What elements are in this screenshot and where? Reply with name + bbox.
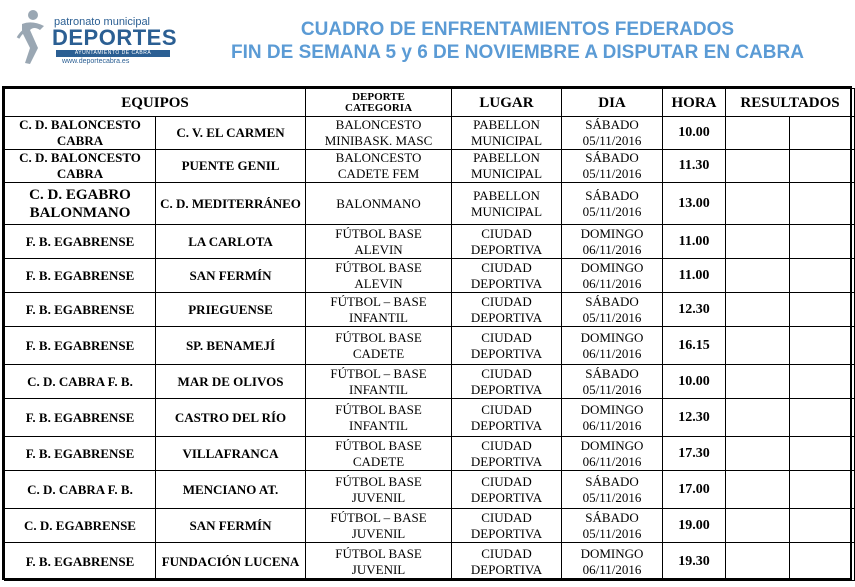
date: 06/11/2016 [582,453,642,469]
venue-line1: PABELLON [473,117,540,132]
category: CADETE [352,453,405,469]
home-team: C. D. BALONCESTO CABRA [5,150,156,183]
date: 05/11/2016 [582,489,642,505]
weekday: SÁBADO [585,117,639,132]
home-team: C. D. CABRA F. B. [5,471,156,509]
sport: FÚTBOL – BASE [330,365,427,381]
venue [452,293,562,327]
venue-line2: DEPORTIVA [470,275,543,291]
away-team: VILLAFRANCA [156,437,306,471]
fixtures-table-frame [2,86,852,580]
venue-line2: DEPORTIVA [470,345,543,361]
date: 06/11/2016 [582,241,642,257]
date: 05/11/2016 [582,525,642,541]
away-team: MENCIANO AT. [156,471,306,509]
table-row [5,117,855,150]
away-team: PRIEGUENSE [156,293,306,327]
venue-line1: CIUDAD [481,259,532,275]
result-home [726,365,790,399]
result-away [790,509,855,543]
match-day [562,259,663,293]
category: CADETE [352,345,405,361]
header-resultados: RESULTADOS [726,89,855,117]
venue [452,150,562,183]
kickoff-time: 11.30 [663,150,726,183]
fixtures-table [4,88,855,581]
category: INFANTIL [349,309,408,325]
table-row [5,293,855,327]
logo-band: AYUNTAMIENTO DE CABRA [56,50,170,57]
category: JUVENIL [351,525,406,541]
sport: FÚTBOL BASE [335,225,422,241]
venue-line2: DEPORTIVA [470,309,543,325]
table-row [5,437,855,471]
table-row [5,509,855,543]
home-team: C. D. CABRA F. B. [5,365,156,399]
venue-line1: CIUDAD [481,401,532,417]
venue-line2: MUNICIPAL [471,133,543,148]
away-team: LA CARLOTA [156,225,306,259]
result-home [726,225,790,259]
athlete-figure-icon [16,8,48,66]
header-deporte [306,89,452,117]
away-team: C. V. EL CARMEN [156,117,306,150]
home-team: F. B. EGABRENSE [5,225,156,259]
result-away [790,365,855,399]
venue [452,225,562,259]
home-team: F. B. EGABRENSE [5,293,156,327]
sport-category [306,437,452,471]
venue-line1: CIUDAD [481,365,532,381]
table-row [5,365,855,399]
venue-line1: CIUDAD [481,225,532,241]
date: 06/11/2016 [582,561,642,577]
kickoff-time: 10.00 [663,365,726,399]
venue-line1: PABELLON [473,187,540,203]
kickoff-time: 19.00 [663,509,726,543]
venue-line2: DEPORTIVA [470,453,543,469]
header-deporte-line1: DEPORTE [352,90,405,103]
table-row [5,543,855,581]
sport: FÚTBOL BASE [335,473,422,489]
sport-category [306,399,452,437]
weekday: DOMINGO [580,259,644,275]
venue-line2: DEPORTIVA [470,381,543,397]
away-team: SAN FERMÍN [156,509,306,543]
date: 05/11/2016 [582,381,642,397]
kickoff-time: 16.15 [663,327,726,365]
result-away [790,117,855,150]
result-home [726,437,790,471]
away-team: SP. BENAMEJÍ [156,327,306,365]
sport-category [306,509,452,543]
sport-category [306,225,452,259]
kickoff-time: 12.30 [663,293,726,327]
weekday: SÁBADO [585,473,639,489]
header-deporte-line2: CATEGORIA [345,101,413,114]
venue [452,543,562,581]
table-row [5,183,855,225]
sport: BALONCESTO [335,117,422,132]
venue-line2: DEPORTIVA [470,525,543,541]
logo-subtitle: patronato municipal [54,16,151,28]
match-day [562,150,663,183]
away-team: MAR DE OLIVOS [156,365,306,399]
sport: FÚTBOL BASE [335,329,422,345]
venue-line1: CIUDAD [481,509,532,525]
table-row [5,150,855,183]
title-line-1: CUADRO DE ENFRENTAMIENTOS FEDERADOS [300,19,735,40]
away-team: SAN FERMÍN [156,259,306,293]
home-team: F. B. EGABRENSE [5,259,156,293]
logo-url: www.deportecabra.es [62,58,130,65]
weekday: DOMINGO [580,329,644,345]
venue [452,183,562,225]
kickoff-time: 17.30 [663,437,726,471]
kickoff-time: 12.30 [663,399,726,437]
result-home [726,183,790,225]
table-row [5,471,855,509]
venue-line2: DEPORTIVA [470,489,543,505]
title-line-2: FIN DE SEMANA 5 y 6 DE NOVIEMBRE A DISPUTAR EN CABRA [231,42,804,63]
sport: FÚTBOL BASE [335,545,422,561]
category: INFANTIL [349,381,408,397]
date: 06/11/2016 [582,275,642,291]
venue-line1: CIUDAD [481,329,532,345]
result-away [790,543,855,581]
venue-line2: DEPORTIVA [470,561,543,577]
result-away [790,471,855,509]
kickoff-time: 19.30 [663,543,726,581]
match-day [562,399,663,437]
sport-category [306,327,452,365]
kickoff-time: 13.00 [663,183,726,225]
sport: FÚTBOL BASE [335,437,422,453]
sport-category [306,543,452,581]
venue [452,117,562,150]
match-day [562,327,663,365]
category: MINIBASK. MASC [324,133,433,148]
kickoff-time: 17.00 [663,471,726,509]
table-header-row [5,89,855,117]
result-away [790,399,855,437]
home-team: C. D. BALONCESTO CABRA [5,117,156,150]
category: CADETE FEM [337,166,420,181]
result-away [790,225,855,259]
match-day [562,365,663,399]
result-home [726,399,790,437]
result-away [790,437,855,471]
kickoff-time: 11.00 [663,225,726,259]
result-home [726,471,790,509]
away-team: CASTRO DEL RÍO [156,399,306,437]
weekday: DOMINGO [580,225,644,241]
result-home [726,259,790,293]
kickoff-time: 11.00 [663,259,726,293]
home-team: C. D. EGABRO BALONMANO [5,183,156,225]
logo [16,6,176,70]
away-team: PUENTE GENIL [156,150,306,183]
sport-category [306,365,452,399]
venue-line2: MUNICIPAL [471,166,543,181]
sport: FÚTBOL – BASE [330,293,427,309]
page-title [180,18,855,64]
date: 06/11/2016 [582,417,642,433]
sport-category [306,183,452,225]
venue [452,259,562,293]
venue [452,399,562,437]
result-home [726,543,790,581]
home-team: F. B. EGABRENSE [5,543,156,581]
match-day [562,293,663,327]
home-team: F. B. EGABRENSE [5,437,156,471]
result-home [726,117,790,150]
venue-line1: CIUDAD [481,437,532,453]
category: ALEVIN [354,241,403,257]
kickoff-time: 10.00 [663,117,726,150]
table-row [5,225,855,259]
result-away [790,150,855,183]
venue [452,327,562,365]
result-away [790,183,855,225]
venue-line2: DEPORTIVA [470,241,543,257]
table-row [5,259,855,293]
match-day [562,509,663,543]
match-day [562,543,663,581]
venue [452,437,562,471]
match-day [562,471,663,509]
home-team: F. B. EGABRENSE [5,399,156,437]
venue [452,471,562,509]
sport-category [306,117,452,150]
date: 05/11/2016 [582,203,642,219]
result-away [790,327,855,365]
venue-line2: MUNICIPAL [471,203,543,219]
header-dia: DIA [562,89,663,117]
home-team: C. D. EGABRENSE [5,509,156,543]
header-lugar: LUGAR [452,89,562,117]
weekday: DOMINGO [580,545,644,561]
result-home [726,150,790,183]
weekday: SÁBADO [585,509,639,525]
weekday: SÁBADO [585,187,639,203]
result-away [790,259,855,293]
logo-wordmark: DEPORTES [52,25,178,50]
header-hora: HORA [663,89,726,117]
result-home [726,293,790,327]
sport-category [306,471,452,509]
date: 05/11/2016 [582,166,642,181]
sport: BALONCESTO [335,150,422,165]
sport: FÚTBOL – BASE [330,509,427,525]
sport: BALONMANO [336,195,421,211]
table-row [5,327,855,365]
home-team: F. B. EGABRENSE [5,327,156,365]
sport: FÚTBOL BASE [335,259,422,275]
venue-line1: PABELLON [473,150,540,165]
weekday: SÁBADO [585,293,639,309]
match-day [562,117,663,150]
result-away [790,293,855,327]
venue [452,509,562,543]
sport: FÚTBOL BASE [335,401,422,417]
match-day [562,183,663,225]
venue-line2: DEPORTIVA [470,417,543,433]
weekday: DOMINGO [580,401,644,417]
venue-line1: CIUDAD [481,473,532,489]
date: 06/11/2016 [582,345,642,361]
away-team: C. D. MEDITERRÁNEO [156,183,306,225]
weekday: DOMINGO [580,437,644,453]
header-equipos: EQUIPOS [5,89,306,117]
away-team: FUNDACIÓN LUCENA [156,543,306,581]
sport-category [306,259,452,293]
date: 05/11/2016 [582,309,642,325]
category: JUVENIL [351,561,406,577]
result-home [726,327,790,365]
venue-line1: CIUDAD [481,545,532,561]
result-home [726,509,790,543]
table-row [5,399,855,437]
category: ALEVIN [354,275,403,291]
match-day [562,437,663,471]
date: 05/11/2016 [582,133,642,148]
weekday: SÁBADO [585,150,639,165]
sport-category [306,293,452,327]
category: JUVENIL [351,489,406,505]
match-day [562,225,663,259]
sport-category [306,150,452,183]
venue [452,365,562,399]
weekday: SÁBADO [585,365,639,381]
venue-line1: CIUDAD [481,293,532,309]
category: INFANTIL [349,417,408,433]
